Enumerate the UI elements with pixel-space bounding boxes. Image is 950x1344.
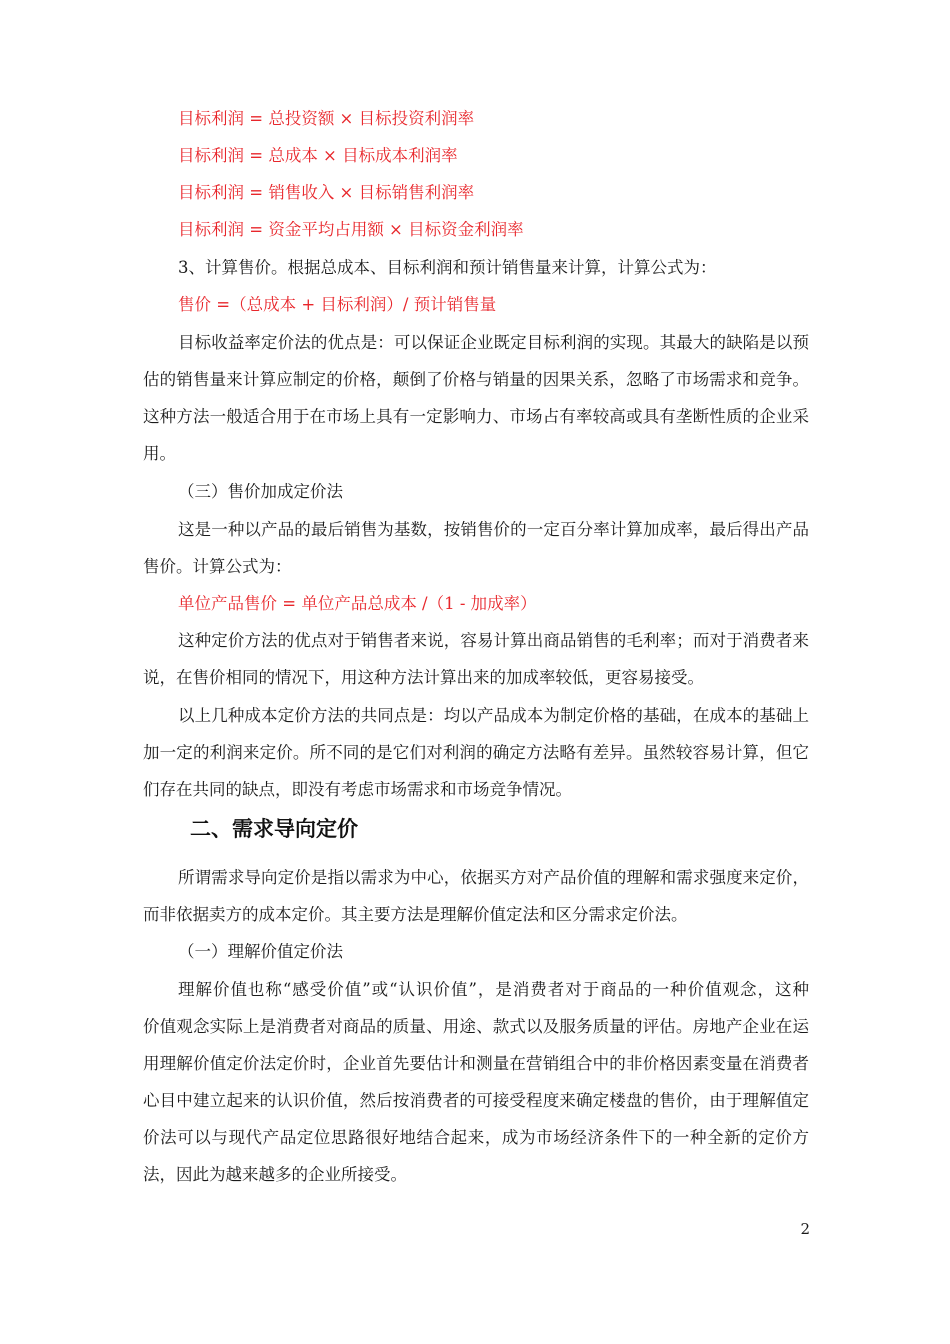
paragraph-line: 估的销售量来计算应制定的价格，颠倒了价格与销量的因果关系，忽略了市场需求和竞争。 — [143, 370, 809, 389]
paragraph-line: 加一定的利润来定价。所不同的是它们对利润的确定方法略有差异。虽然较容易计算，但它 — [143, 743, 809, 762]
paragraph-line: 目标收益率定价法的优点是：可以保证企业既定目标利润的实现。其最大的缺陷是以预 — [178, 333, 809, 352]
paragraph-line: 这种方法一般适合用于在市场上具有一定影响力、市场占有率较高或具有垄断性质的企业采 — [143, 407, 809, 426]
paragraph-line: 用理解价值定价法定价时，企业首先要估计和测量在营销组合中的非价格因素变量在消费者 — [143, 1054, 809, 1073]
paragraph-line: 说，在售价相同的情况下，用这种方法计算出来的加成率较低，更容易接受。 — [143, 668, 704, 687]
paragraph-line: 用。 — [143, 444, 176, 463]
paragraph-line: 法，因此为越来越多的企业所接受。 — [143, 1165, 407, 1184]
formula-line: 售价 =（总成本 + 目标利润）/ 预计销售量 — [178, 295, 497, 314]
formula-line: 目标利润 = 总成本 × 目标成本利润率 — [178, 146, 458, 165]
formula-line: 目标利润 = 销售收入 × 目标销售利润率 — [178, 183, 475, 202]
paragraph-line: 理解价值也称“感受价值”或“认识价值”，是消费者对于商品的一种价值观念，这种 — [178, 980, 809, 999]
paragraph-line: 价法可以与现代产品定位思路很好地结合起来，成为市场经济条件下的一种全新的定价方 — [143, 1128, 809, 1147]
paragraph-line: 们存在共同的缺点，即没有考虑市场需求和市场竞争情况。 — [143, 780, 572, 799]
paragraph-line: 而非依据卖方的成本定价。其主要方法是理解价值定法和区分需求定价法。 — [143, 905, 688, 924]
step-text: 3、计算售价。根据总成本、目标利润和预计销售量来计算，计算公式为： — [178, 258, 717, 277]
paragraph-line: 以上几种成本定价方法的共同点是：均以产品成本为制定价格的基础，在成本的基础上 — [178, 706, 809, 725]
formula-line: 目标利润 = 资金平均占用额 × 目标资金利润率 — [178, 220, 524, 239]
section-heading: 二、需求导向定价 — [190, 817, 358, 841]
subheading: （一）理解价值定价法 — [178, 942, 343, 961]
paragraph-line: 售价。计算公式为： — [143, 557, 292, 576]
formula-line: 目标利润 = 总投资额 × 目标投资利润率 — [178, 109, 475, 128]
page-number: 2 — [800, 1220, 810, 1238]
paragraph-line: 这种定价方法的优点对于销售者来说，容易计算出商品销售的毛利率；而对于消费者来 — [178, 631, 809, 650]
paragraph-line: 所谓需求导向定价是指以需求为中心，依据买方对产品价值的理解和需求强度来定价， — [178, 868, 809, 887]
paragraph-line: 这是一种以产品的最后销售为基数，按销售价的一定百分率计算加成率，最后得出产品 — [178, 520, 809, 539]
subheading: （三）售价加成定价法 — [178, 482, 343, 501]
formula-line: 单位产品售价 = 单位产品总成本 /（1 - 加成率） — [178, 594, 537, 613]
paragraph-line: 价值观念实际上是消费者对商品的质量、用途、款式以及服务质量的评估。房地产企业在运 — [143, 1017, 809, 1036]
paragraph-line: 心目中建立起来的认识价值，然后按消费者的可接受程度来确定楼盘的售价，由于理解值定 — [143, 1091, 809, 1110]
